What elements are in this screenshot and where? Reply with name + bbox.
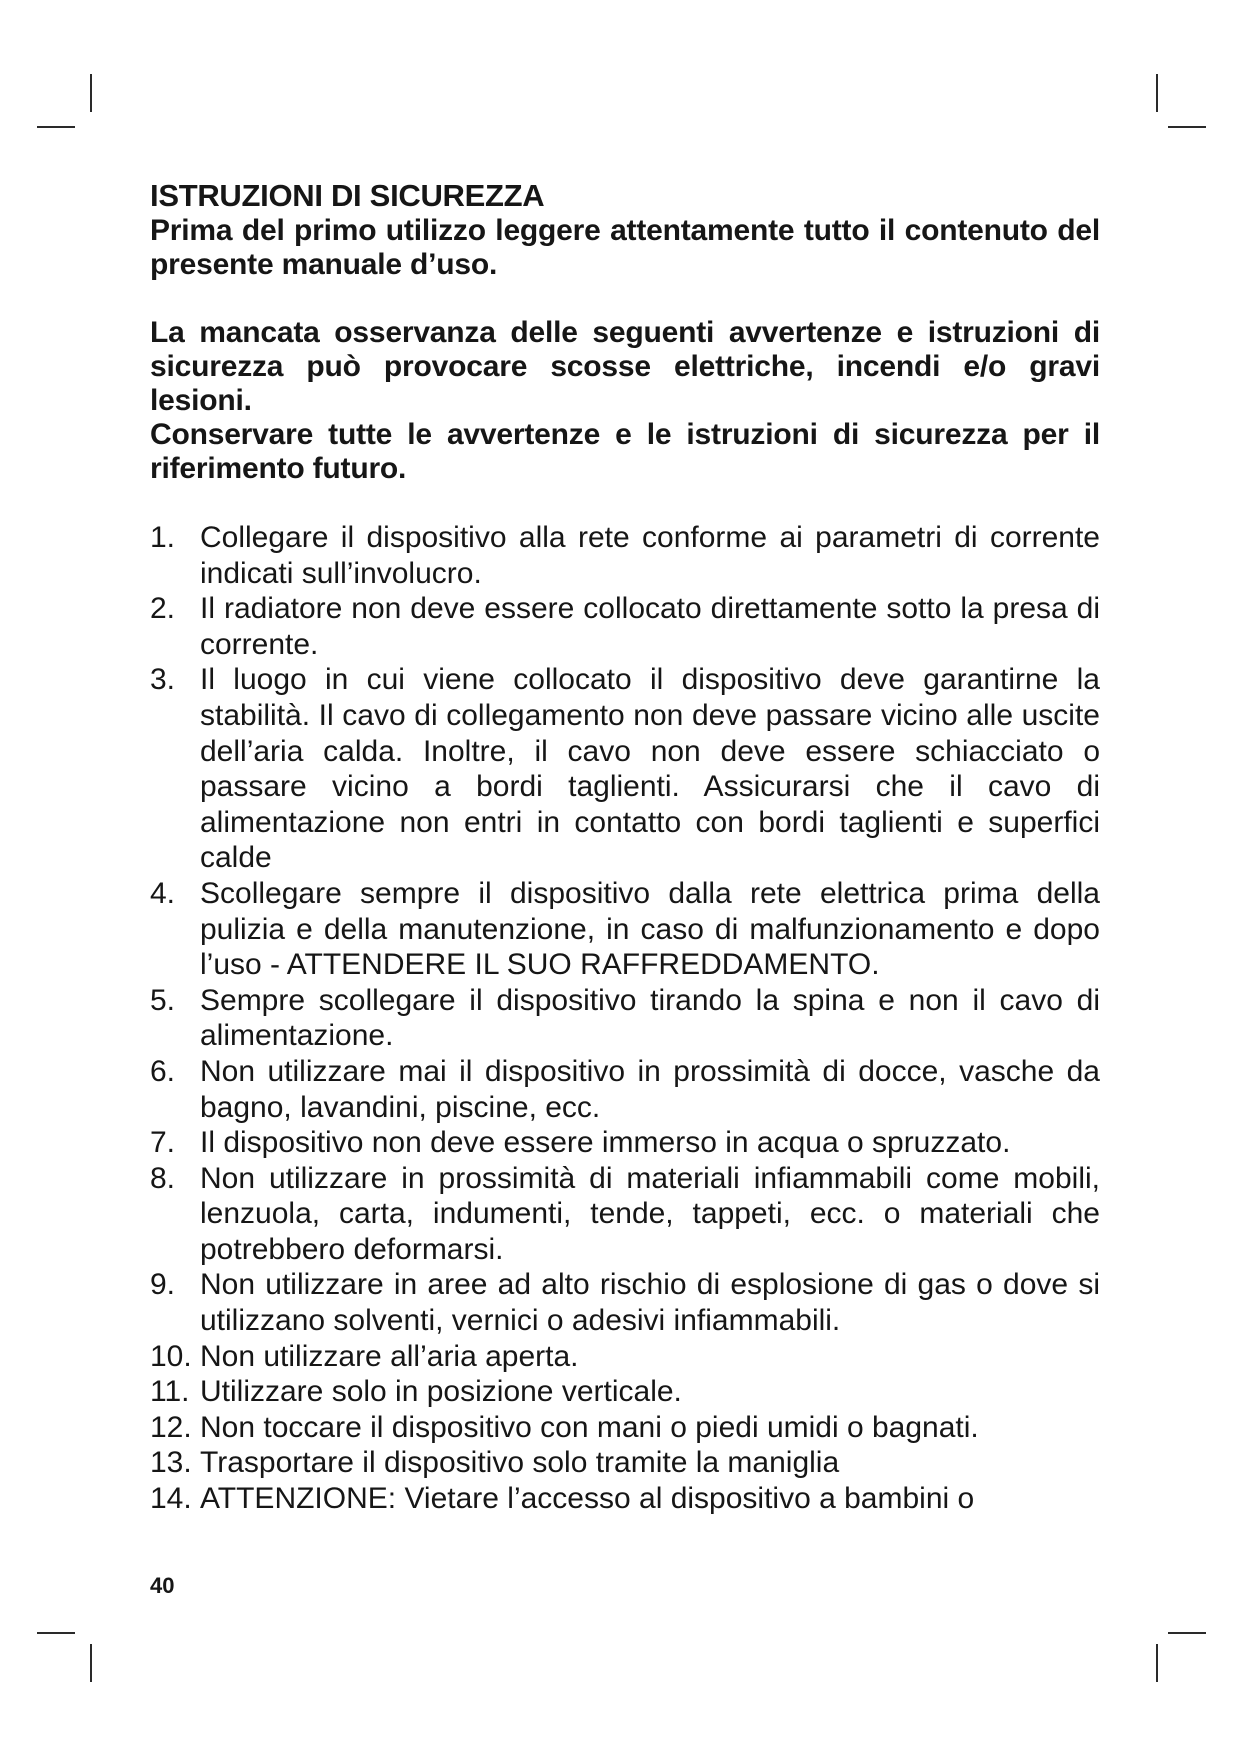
item-number: 4. <box>150 876 176 910</box>
keep-instructions-paragraph: Conservare tutte le avvertenze e le istruzioni di sicurezza per il riferimento futuro. <box>150 418 1100 485</box>
page-number: 40 <box>150 1573 175 1598</box>
list-item <box>150 1374 1100 1410</box>
page-title: ISTRUZIONI DI SICUREZZA <box>150 178 545 213</box>
item-number: 2. <box>150 592 176 626</box>
item-text: Il dispositivo non deve essere immerso in acqua o spruzzato. <box>200 1126 1011 1160</box>
list-item <box>150 876 1100 983</box>
item-text: Non utilizzare in aree ad alto rischio di esplosione di gas o dove si utilizzano solventi, vernici o adesivi infiammabili. <box>200 1268 1100 1338</box>
item-text: Scollegare sempre il dispositivo dalla rete elettrica prima della pulizia e della manutenzione, in caso di malfunzionamento e dopo l’uso - ATTENDERE IL SUO RAFFREDDAMENTO. <box>200 876 1100 982</box>
item-number: 9. <box>150 1268 176 1302</box>
list-item <box>150 662 1100 876</box>
list-item <box>150 591 1100 662</box>
item-number: 5. <box>150 983 176 1017</box>
item-text: Non utilizzare in prossimità di materiali infiammabili come mobili, lenzuola, carta, indumenti, tende, tappeti, ecc. o materiali che potrebbero deformarsi. <box>200 1161 1100 1266</box>
list-item <box>150 983 1100 1054</box>
item-number: 8. <box>150 1161 176 1195</box>
item-number: 3. <box>150 663 176 697</box>
intro-paragraph: Prima del primo utilizzo leggere attentamente tutto il contenuto del presente manuale d’uso. <box>150 214 1100 281</box>
item-text: Sempre scollegare il dispositivo tirando la spina e non il cavo di alimentazione. <box>200 983 1100 1053</box>
list-item <box>150 1267 1100 1338</box>
safety-instructions-list <box>150 520 1100 1517</box>
item-number: 1. <box>150 521 176 554</box>
crop-mark-top-right-horizontal <box>1168 126 1206 128</box>
item-number: 14. <box>150 1482 192 1516</box>
list-item <box>150 1125 1100 1161</box>
item-text: Il radiatore non deve essere collocato direttamente sotto la presa di corrente. <box>200 592 1100 661</box>
crop-mark-top-left-horizontal <box>37 126 75 128</box>
list-item <box>150 1410 1100 1446</box>
page-content <box>150 178 1100 1517</box>
list-item <box>150 1054 1100 1125</box>
item-text: Non toccare il dispositivo con mani o piedi umidi o bagnati. <box>200 1410 979 1444</box>
crop-mark-bottom-left-horizontal <box>37 1632 75 1634</box>
list-item <box>150 1161 1100 1268</box>
item-text: Utilizzare solo in posizione verticale. <box>200 1375 682 1409</box>
crop-mark-bottom-left-vertical <box>90 1644 92 1682</box>
warning-paragraph: La mancata osservanza delle seguenti avvertenze e istruzioni di sicurezza può provocare scosse elettriche, incendi e/o gravi lesioni. <box>150 316 1100 417</box>
item-text: Non utilizzare mai il dispositivo in prossimità di docce, vasche da bagno, lavandini, piscine, ecc. <box>200 1054 1100 1124</box>
item-text: Il luogo in cui viene collocato il dispositivo deve garantirne la stabilità. Il cavo di collegamento non deve passare vicino alle uscite dell’aria calda. Inoltre, il cavo non deve essere schiacciato o passare vicino a bordi taglienti. Assicurarsi che il cavo di alimentazione non entri in contatto con bordi taglienti e superfici calde <box>200 663 1100 875</box>
crop-mark-top-right-vertical <box>1156 74 1158 112</box>
item-text: Collegare il dispositivo alla rete conforme ai parametri di corrente indicati sull’involucro. <box>200 521 1100 590</box>
item-number: 11. <box>150 1375 190 1409</box>
crop-mark-bottom-right-vertical <box>1156 1644 1158 1682</box>
item-text: Trasportare il dispositivo solo tramite la maniglia <box>200 1446 840 1480</box>
item-number: 13. <box>150 1446 192 1480</box>
list-item <box>150 1445 1100 1481</box>
list-item <box>150 520 1100 591</box>
item-number: 7. <box>150 1126 176 1160</box>
list-item <box>150 1481 1100 1517</box>
list-item <box>150 1339 1100 1375</box>
item-number: 12. <box>150 1410 192 1444</box>
item-text: Non utilizzare all’aria aperta. <box>200 1339 579 1373</box>
item-number: 6. <box>150 1054 176 1088</box>
crop-mark-bottom-right-horizontal <box>1168 1632 1206 1634</box>
item-number: 10. <box>150 1339 192 1373</box>
crop-mark-top-left-vertical <box>90 74 92 112</box>
item-text: ATTENZIONE: Vietare l’accesso al dispositivo a bambini o <box>200 1482 975 1516</box>
